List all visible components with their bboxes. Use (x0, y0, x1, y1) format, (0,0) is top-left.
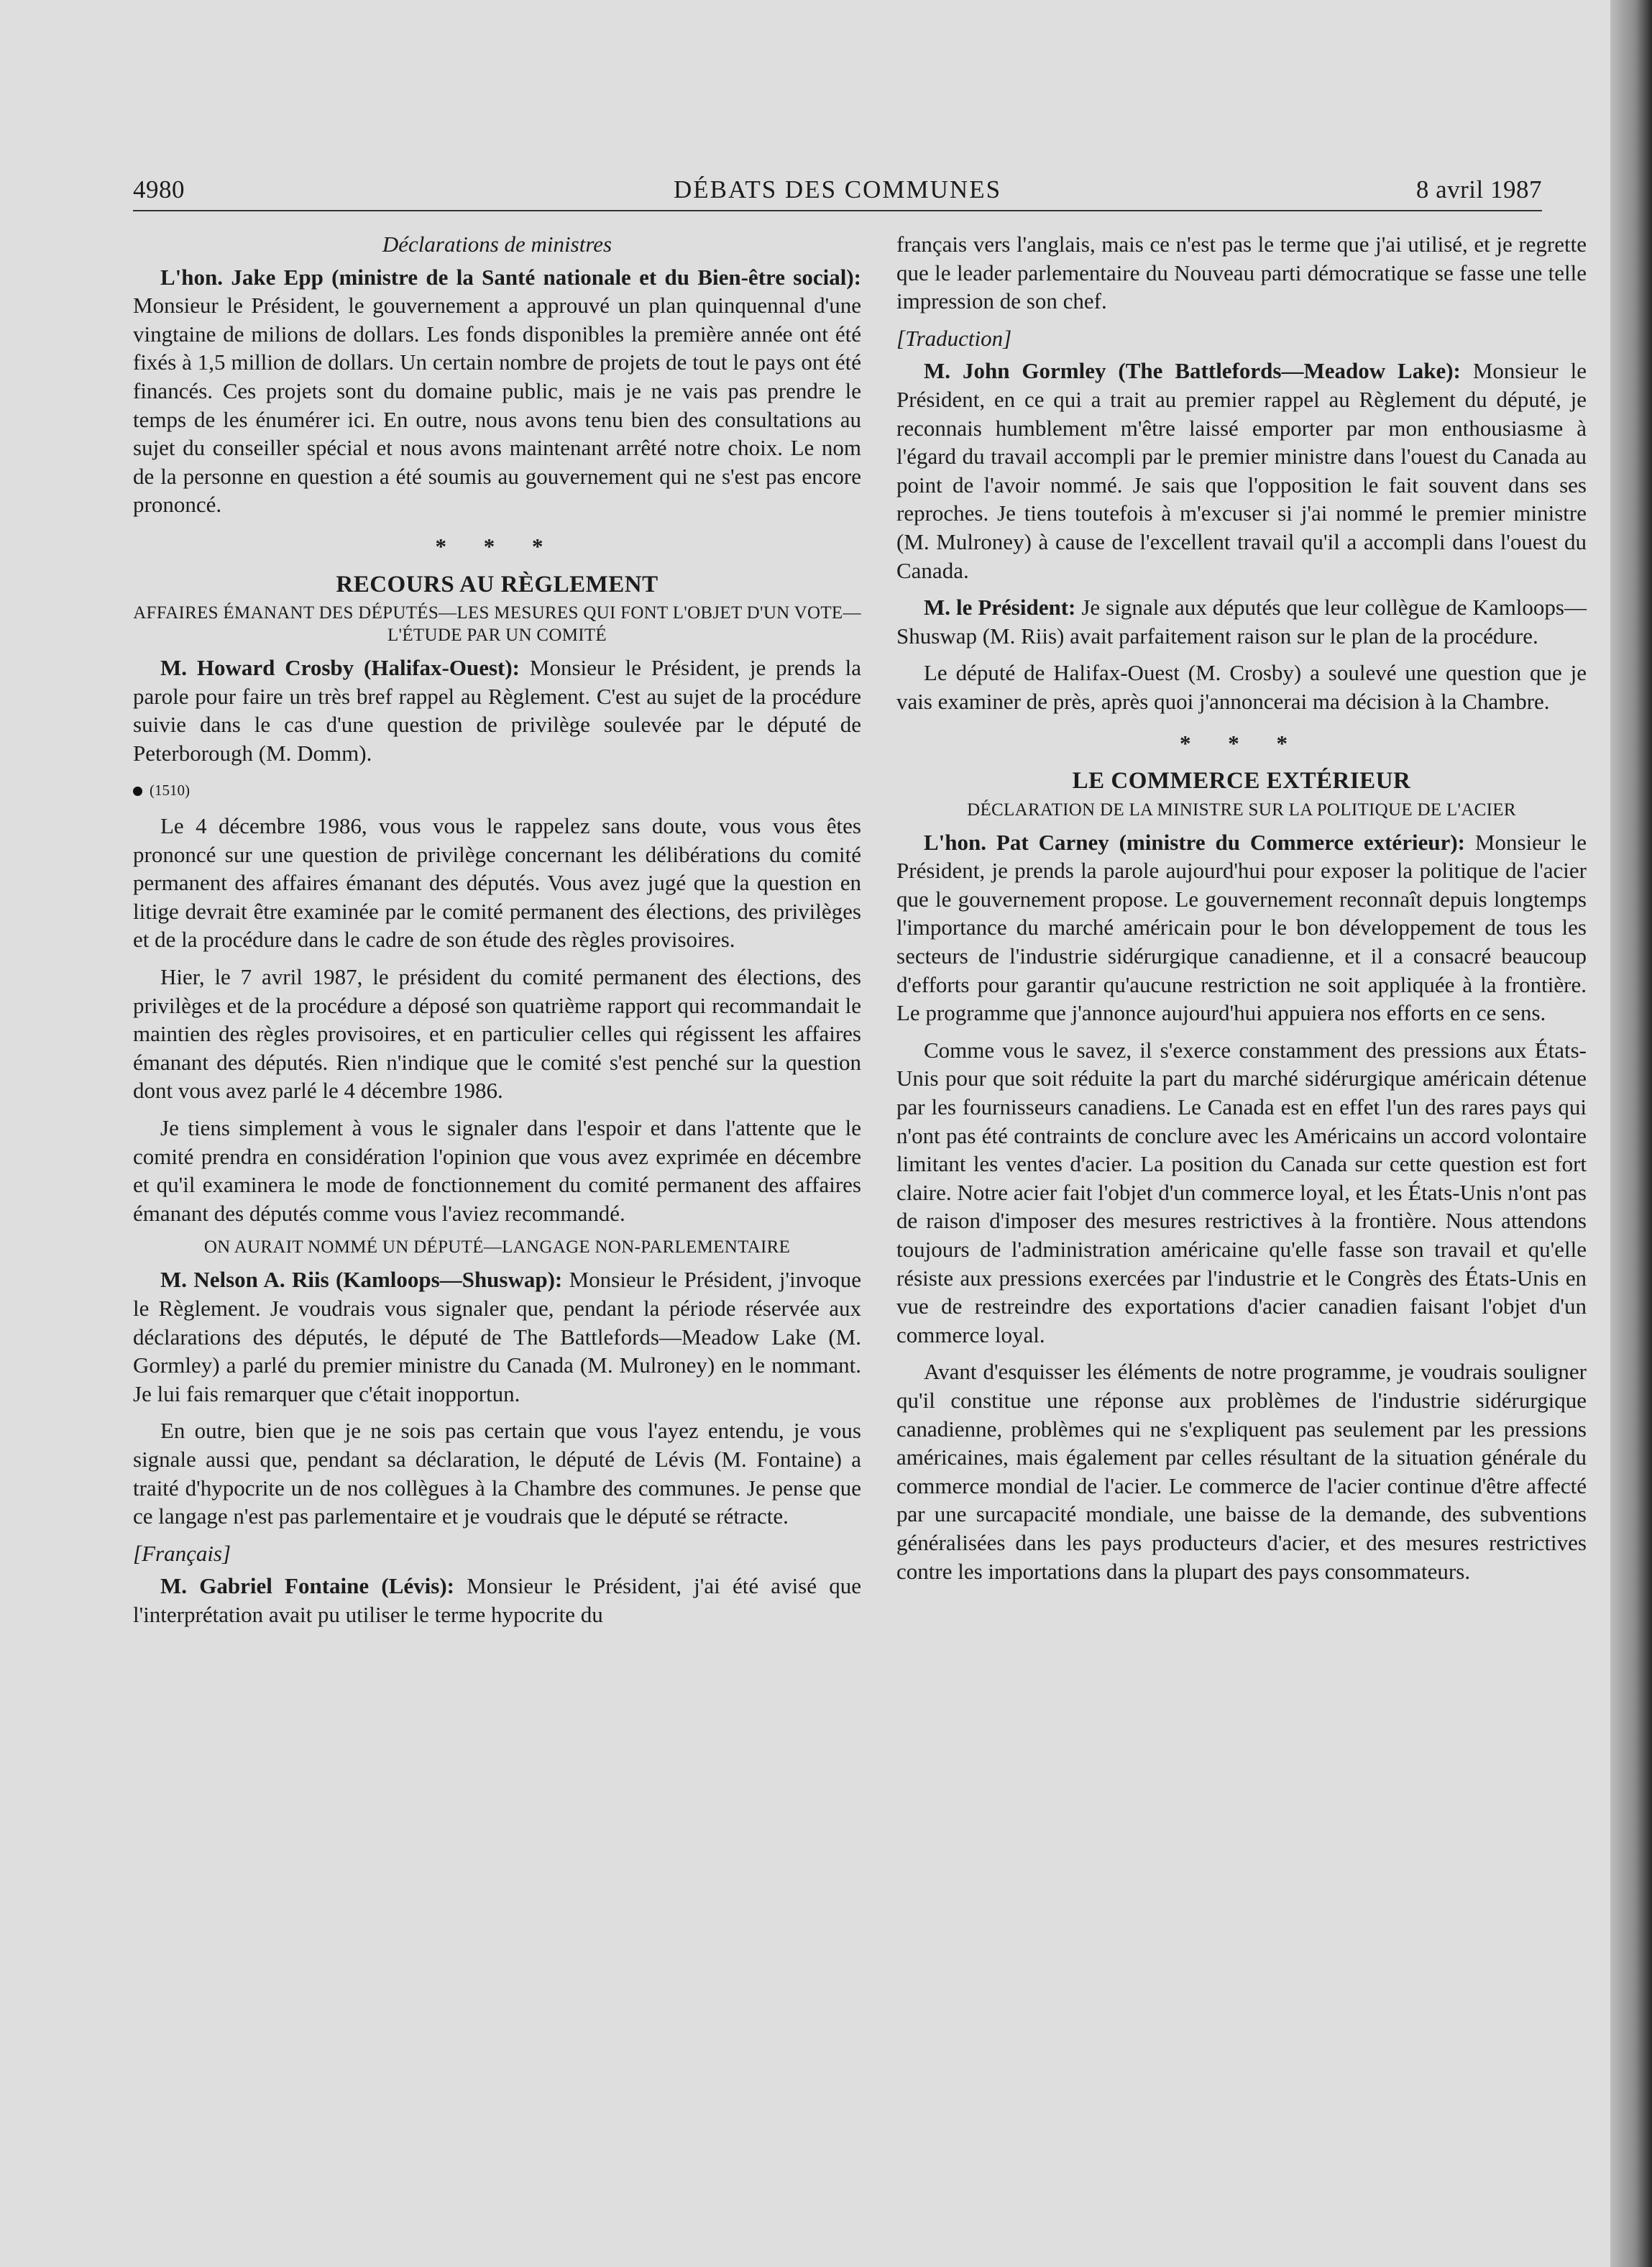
speaker-name: L'hon. Jake Epp (ministre de la Santé nationale et du Bien-être social): (160, 264, 861, 290)
page-header (133, 175, 1542, 211)
paragraph: français vers l'anglais, mais ce n'est pas le terme que j'ai utilisé, et je regrette que le leader parlementaire du Nouveau parti démocratique se fasse une telle impression de son chef. (896, 232, 1587, 314)
language-marker: [Français] (133, 1540, 231, 1566)
paragraph: M. Gabriel Fontaine (Lévis): Monsieur le Président, j'ai été avisé que l'interprétation avait pu utiliser le terme hypocrite du (133, 1573, 861, 1627)
paragraph: M. le Président: Je signale aux députés que leur collègue de Kamloops—Shuswap (M. Riis) avait parfaitement raison sur le plan de la procédure. (896, 595, 1587, 649)
speaker-name: M. Howard Crosby (Halifax-Ouest): (160, 655, 520, 681)
paragraph: En outre, bien que je ne sois pas certain que vous l'ayez entendu, je vous signale aussi que, pendant sa déclaration, le député de Lévis (M. Fontaine) a traité d'hypocrite un de nos collègues à la Chambre des communes. Je pense que ce langage n'est pas parlementaire et je voudrais que le député se rétracte. (133, 1418, 861, 1529)
paragraph: Le député de Halifax-Ouest (M. Crosby) a soulevé une question que je vais examiner de près, après quoi j'annoncerai ma décision à la Chambre. (896, 660, 1587, 714)
speaker-name: M. Gabriel Fontaine (Lévis): (160, 1573, 454, 1599)
right-column (896, 230, 1587, 1594)
speaker-name: L'hon. Pat Carney (ministre du Commerce extérieur): (924, 829, 1465, 855)
speaker-name: M. le Président: (924, 595, 1076, 620)
section-heading: RECOURS AU RÈGLEMENT (336, 571, 658, 597)
paragraph: Hier, le 7 avril 1987, le président du comité permanent des élections, des privilèges et de la procédure a déposé son quatrième rapport qui recommandait le maintien des règles provisoires, et en particulier celles qui régissent les affaires émanant des députés. Rien n'indique que le comité s'est penché sur la question dont vous avez parlé le 4 décembre 1986. (133, 964, 861, 1104)
paragraph: Avant d'esquisser les éléments de notre programme, je voudrais souligner qu'il constitue une réponse aux problèmes de l'industrie sidérurgique canadienne, problèmes qui ne s'expliquent pas seulement par les pressions américaines, mais également par celles résultant de la situation générale du commerce mondial de l'acier. Le commerce de l'acier continue d'être affecté par une surcapacité mondiale, une baisse de la demande, des subventions généralisées dans les pays producteurs d'acier, et des mesures restrictives contre les importations dans la plupart des pays consommateurs. (896, 1359, 1587, 1584)
header-rule (133, 210, 1542, 211)
paragraph: L'hon. Pat Carney (ministre du Commerce extérieur): Monsieur le Président, je prends la parole aujourd'hui pour exposer la politique de l'acier que le gouvernement propose. Le gouvernement reconnaît depuis longtemps l'importance du marché américain pour le bon développement de tous les secteurs de l'industrie sidérurgique canadienne, et il a consacré beaucoup d'efforts pour garantir qu'aucune restriction ne soit appliquée à la frontière. Le programme que j'annonce aujourd'hui appuiera nos efforts en ce sens. (896, 829, 1587, 1026)
time-marker: (1510) (133, 777, 861, 805)
paragraph: M. Howard Crosby (Halifax-Ouest): Monsieur le Président, je prends la parole pour faire un très bref rappel au Règlement. C'est au sujet de la procédure suivie dans le cas d'une question de privilège soulevée par le député de Peterborough (M. Domm). (133, 655, 861, 766)
subheading: ON AURAIT NOMMÉ UN DÉPUTÉ—LANGAGE NON-PARLEMENTAIRE (203, 1237, 791, 1258)
subheading: AFFAIRES ÉMANANT DES DÉPUTÉS—LES MESURES QUI FONT L'OBJET D'UN VOTE—L'ÉTUDE PAR UN COMITÉ (133, 603, 861, 646)
left-column (133, 230, 861, 1638)
paragraph: M. Nelson A. Riis (Kamloops—Shuswap): Monsieur le Président, j'invoque le Règlement. Je voudrais vous signaler que, pendant la période réservée aux déclarations des députés, le député de The Battlefords—Meadow Lake (M. Gormley) a parlé du premier ministre du Canada (M. Mulroney) en le nommant. Je lui fais remarquer que c'était inopportun. (133, 1267, 861, 1406)
section-title: Déclarations de ministres (382, 232, 612, 257)
page-date: 8 avril 1987 (1415, 175, 1542, 203)
bullet-icon (133, 787, 142, 796)
paragraph: Le 4 décembre 1986, vous vous le rappelez sans doute, vous vous êtes prononcé sur une question de privilège concernant les délibérations du comité permanent des affaires émanant des députés. Vous avez jugé que la question en litige devrait être examinée par le comité permanent des élections, des privilèges et de la procédure dans le cadre de son étude des règles provisoires. (133, 813, 861, 953)
separator-stars: * * * (435, 533, 559, 559)
section-heading: LE COMMERCE EXTÉRIEUR (1072, 768, 1411, 794)
paragraph: M. John Gormley (The Battlefords—Meadow Lake): Monsieur le Président, en ce qui a trait au premier rappel au Règlement du député, je reconnais humblement m'être laissé emporter par mon enthousiasme à l'égard du travail accompli par le premier ministre dans l'ouest du Canada au point de l'avoir nommé. Je sais que l'opposition le fait souvent dans ses reproches. Je tiens toutefois à m'excuser si j'ai nommé le premier ministre (M. Mulroney) à cause de l'excellent travail qu'il a accompli dans l'ouest du Canada. (896, 358, 1587, 583)
publication-title: DÉBATS DES COMMUNES (673, 175, 1002, 203)
paragraph: Comme vous le savez, il s'exerce constamment des pressions aux États-Unis pour que soit réduite la part du marché sidérurgique américain détenue par les fournisseurs canadiens. Le Canada est en effet l'un des rares pays qui n'ont pas été contraints de conclure avec les Américains un accord volontaire limitant les ventes d'acier. La position du Canada sur cette question est fort claire. Notre acier fait l'objet d'un commerce loyal, et les États-Unis n'ont pas de raison d'imposer des mesures restrictives à la frontière. Nous attendons toujours de l'administration américaine qu'elle fasse son travail et qu'elle résiste aux pressions exercées par l'industrie et le Congrès des États-Unis en vue de restreindre des exportations d'acier canadien faisant l'objet d'un commerce loyal. (896, 1037, 1587, 1347)
page-edge-shadow (1610, 0, 1652, 2267)
speaker-name: M. John Gormley (The Battlefords—Meadow Lake): (924, 358, 1461, 384)
page-number: 4980 (133, 175, 185, 203)
language-marker: [Traduction] (896, 325, 1012, 351)
paragraph: Je tiens simplement à vous le signaler dans l'espoir et dans l'attente que le comité prendra en considération l'opinion que vous avez exprimée en décembre et qu'il examinera le mode de fonctionnement du comité permanent des affaires émanant des députés comme vous l'aviez recommandé. (133, 1115, 861, 1226)
separator-stars: * * * (1180, 730, 1303, 756)
paragraph: L'hon. Jake Epp (ministre de la Santé nationale et du Bien-être social): Monsieur le Président, le gouvernement a approuvé un plan quinquennal d'une vingtaine de milions de dollars. Les fonds disponibles la première année ont été fixés à 1,5 million de dollars. Un certain nombre de projets de tout le pays ont été financés. Ces projets sont du domaine public, mais je ne vais pas prendre le temps de les énumérer ici. En outre, nous avons tenu bien des consultations au sujet du conseiller spécial et nous avons maintenant arrêté notre choix. Le nom de la personne en question a été soumis au gouvernement qui ne s'est pas encore prononcé. (133, 264, 861, 518)
subheading: DÉCLARATION DE LA MINISTRE SUR LA POLITIQUE DE L'ACIER (967, 800, 1516, 820)
speaker-name: M. Nelson A. Riis (Kamloops—Shuswap): (160, 1267, 563, 1293)
